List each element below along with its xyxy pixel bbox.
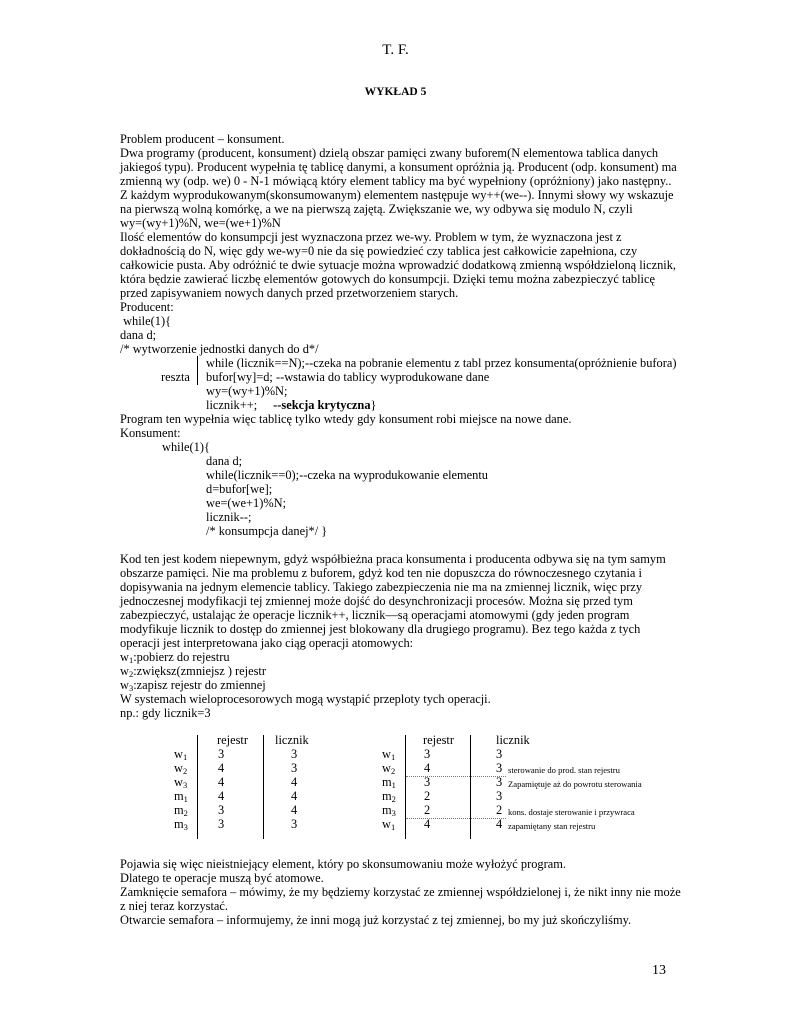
licznik-cell: 2 [496,803,503,817]
rest-label: reszta [161,370,190,384]
row-operation: $m_2$ [174,803,188,818]
text-line: dokładnością do N, więc gdy we-wy=0 nie da się powiedzieć czy tablica jest całkowicie zapełniona, czy [120,244,638,258]
text-line: dopisywania na jednym elemencie tablicy. Takiego zabezpieczenia nie ma na zmiennej licznik, więc przy [120,580,643,594]
row-operation: $m_2$ [382,789,396,804]
page-number: 13 [652,963,666,978]
licznik-cell: 3 [496,747,503,761]
dotted-separator [406,776,506,777]
code-line: we=(we+1)%N; [206,496,287,510]
licznik-cell: 4 [496,817,503,831]
rejestr-cell: 4 [218,789,225,803]
bracket-bar [197,356,198,385]
text-line: całkowicie pusta. Aby odróżnić te dwie sytuacje można wprowadzić dodatkową zmienną współdzieloną licznik, [120,258,677,272]
text-line: Problem producent – konsument. [120,132,285,146]
row-operation: $m_3$ [174,817,188,832]
text-line: Dwa programy (producent, konsument) dzielą obszar pamięci zwany buforem(N elementowa tablica danych [120,146,659,160]
table-divider [197,735,198,839]
text-line: modyfikuje licznik to dostęp do zmiennej jest blokowany dla drugiego programu). Bez tego każda z tych [120,622,641,636]
critical-section-label: --sekcja krytyczna [273,398,371,412]
row-operation: $w_2$ [382,761,396,776]
row-note: zapamiętany stan rejestru [508,821,596,831]
row-operation: $m_1$ [174,789,188,804]
licznik-cell: 4 [291,803,298,817]
atomic-op: $w_2:zwiększ(zmniejsz$ ) rejestr [120,664,266,679]
licznik-cell: 3 [291,817,298,831]
column-header: licznik [496,733,530,747]
rejestr-cell: 4 [218,775,225,789]
licznik-cell: 4 [291,789,298,803]
row-operation: $w_1$ [382,747,396,762]
text-line: operacji jest interpretowana jako ciąg operacji atomowych: [120,636,414,650]
producer-label: Producent: [120,300,174,314]
text-line: z niej teraz korzystać. [120,899,229,913]
row-operation: $m_3$ [382,803,396,818]
rejestr-cell: 4 [424,817,431,831]
text-line: W systemach wieloprocesorowych mogą wystąpić przeploty tych operacji. [120,692,491,706]
table-divider [470,735,471,839]
text-line: która będzie zawierać liczbę elementów gotowych do konsumpcji. Dzięki temu można zabezpieczyć tablicę [120,272,655,286]
text-line: Z każdym wyprodukowanym(skonsumowanym) elementem następuje wy++(we--). Innymi słowy wy wskazuje [120,188,674,202]
row-operation: $w_3$ [174,775,188,790]
code-line: while(1){ [120,314,172,328]
lecture-title: WYKŁAD 5 [364,86,427,98]
code-line: dana d; [120,328,157,342]
atomic-op: $w_3:zapisz$ rejestr do zmiennej [120,678,266,693]
rejestr-cell: 3 [218,747,225,761]
column-header: licznik [275,733,309,747]
row-note: sterowanie do prod. stan rejestru [508,765,620,775]
column-header: rejestr [217,733,248,747]
text-line: wy=(wy+1)%N, we=(we+1)%N [120,216,281,230]
code-line: while(licznik==0);--czeka na wyprodukowanie elementu [206,468,488,482]
text-line: Pojawia się więc nieistniejący element, który po skonsumowaniu może wyłożyć program. [120,857,566,871]
consumer-label: Konsument: [120,426,181,440]
code-line: while(1){ [162,440,210,454]
rejestr-cell: 2 [424,803,431,817]
closing-brace: } [370,398,377,412]
licznik-cell: 3 [496,775,503,789]
licznik-cell: 3 [496,761,503,775]
text-line: na pierwszą wolną komórkę, a we na pierwszą zajętą. Zwiększanie we, wy odbywa się modulo N, czyli [120,202,633,216]
code-line: dana d; [206,454,243,468]
text-line: przed zapisywaniem nowych danych przed przetworzeniem starych. [120,286,459,300]
rejestr-cell: 3 [218,803,225,817]
licznik-cell: 4 [291,775,298,789]
table-divider [263,735,264,839]
text-line: Kod ten jest kodem niepewnym, gdyż współbieżna praca konsumenta i producenta odbywa się na tym samym [120,552,666,566]
page-header: T. F. [382,42,409,58]
text-line: jakiegoś typu). Producent wypełnia tę tablicę danymi, a konsument opróżnia ją. Producent (odp. konsument) ma [120,160,677,174]
code-line: wy=(wy+1)%N; [206,384,288,398]
rejestr-cell: 3 [424,775,431,789]
rejestr-cell: 4 [218,761,225,775]
code-line: /* konsumpcja danej*/ } [206,524,328,538]
text-line: zmienną wy (odp. we) 0 - N-1 mówiącą który element tablicy ma być wypełniony (opróżniony) jako następny.. [120,174,672,188]
row-note: kons. dostaje sterowanie i przywraca [508,807,635,817]
row-note: Zapamiętuje aż do powrotu sterowania [508,779,642,789]
row-operation: $w_1$ [174,747,188,762]
column-header: rejestr [423,733,454,747]
row-operation: $w_1$ [382,817,396,832]
licznik-cell: 3 [291,761,298,775]
text-line: np.: gdy licznik=3 [120,706,211,720]
text-line: Ilość elementów do konsumpcji jest wyznaczona przez we-wy. Problem w tym, że wyznaczona jest z [120,230,622,244]
licznik-cell: 3 [291,747,298,761]
code-line: licznik--; [206,510,252,524]
text-line: jednoczesnej modyfikacji tej zmiennej może dojść do desynchronizacji procesów. Można się przed tym [120,594,633,608]
dotted-separator [406,818,506,819]
atomic-op: $w_1:pobierz$ do rejestru [120,650,230,665]
code-line: /* wytworzenie jednostki danych do d*/ [120,342,319,356]
rejestr-cell: 3 [218,817,225,831]
row-operation: $m_1$ [382,775,396,790]
row-operation: $w_2$ [174,761,188,776]
rejestr-cell: 4 [424,761,431,775]
table-divider [405,735,406,839]
program-note: Program ten wypełnia więc tablicę tylko wtedy gdy konsument robi miejsce na nowe dane. [120,412,572,426]
text-line: Otwarcie semafora – informujemy, że inni mogą już korzystać z tej zmiennej, bo my już skończyliśmy. [120,913,632,927]
text-line: Dlatego te operacje muszą być atomowe. [120,871,324,885]
text-line: Zamknięcie semafora – mówimy, że my będziemy korzystać ze zmiennej współdzielonej i, że nikt inny nie może [120,885,681,899]
text-line: obszarze pamięci. Nie ma problemu z buforem, gdyż kod ten nie dopuszcza do równoczesnego czytania i [120,566,642,580]
code-line [206,399,376,413]
code-line: d=bufor[we]; [206,482,273,496]
code-line: bufor[wy]=d; --wstawia do tablicy wyprodukowane dane [206,370,490,384]
rejestr-cell: 2 [424,789,431,803]
rejestr-cell: 3 [424,747,431,761]
licznik-cell: 3 [496,789,503,803]
code-line: while (licznik==N);--czeka na pobranie elementu z tabl przez konsumenta(opróżnienie bufora) [206,356,677,370]
code-text: licznik++; [206,398,258,412]
text-line: zabezpieczyć, ustalając że operacje licznik++, licznik—są operacjami atomowymi (gdy jeden program [120,608,630,622]
